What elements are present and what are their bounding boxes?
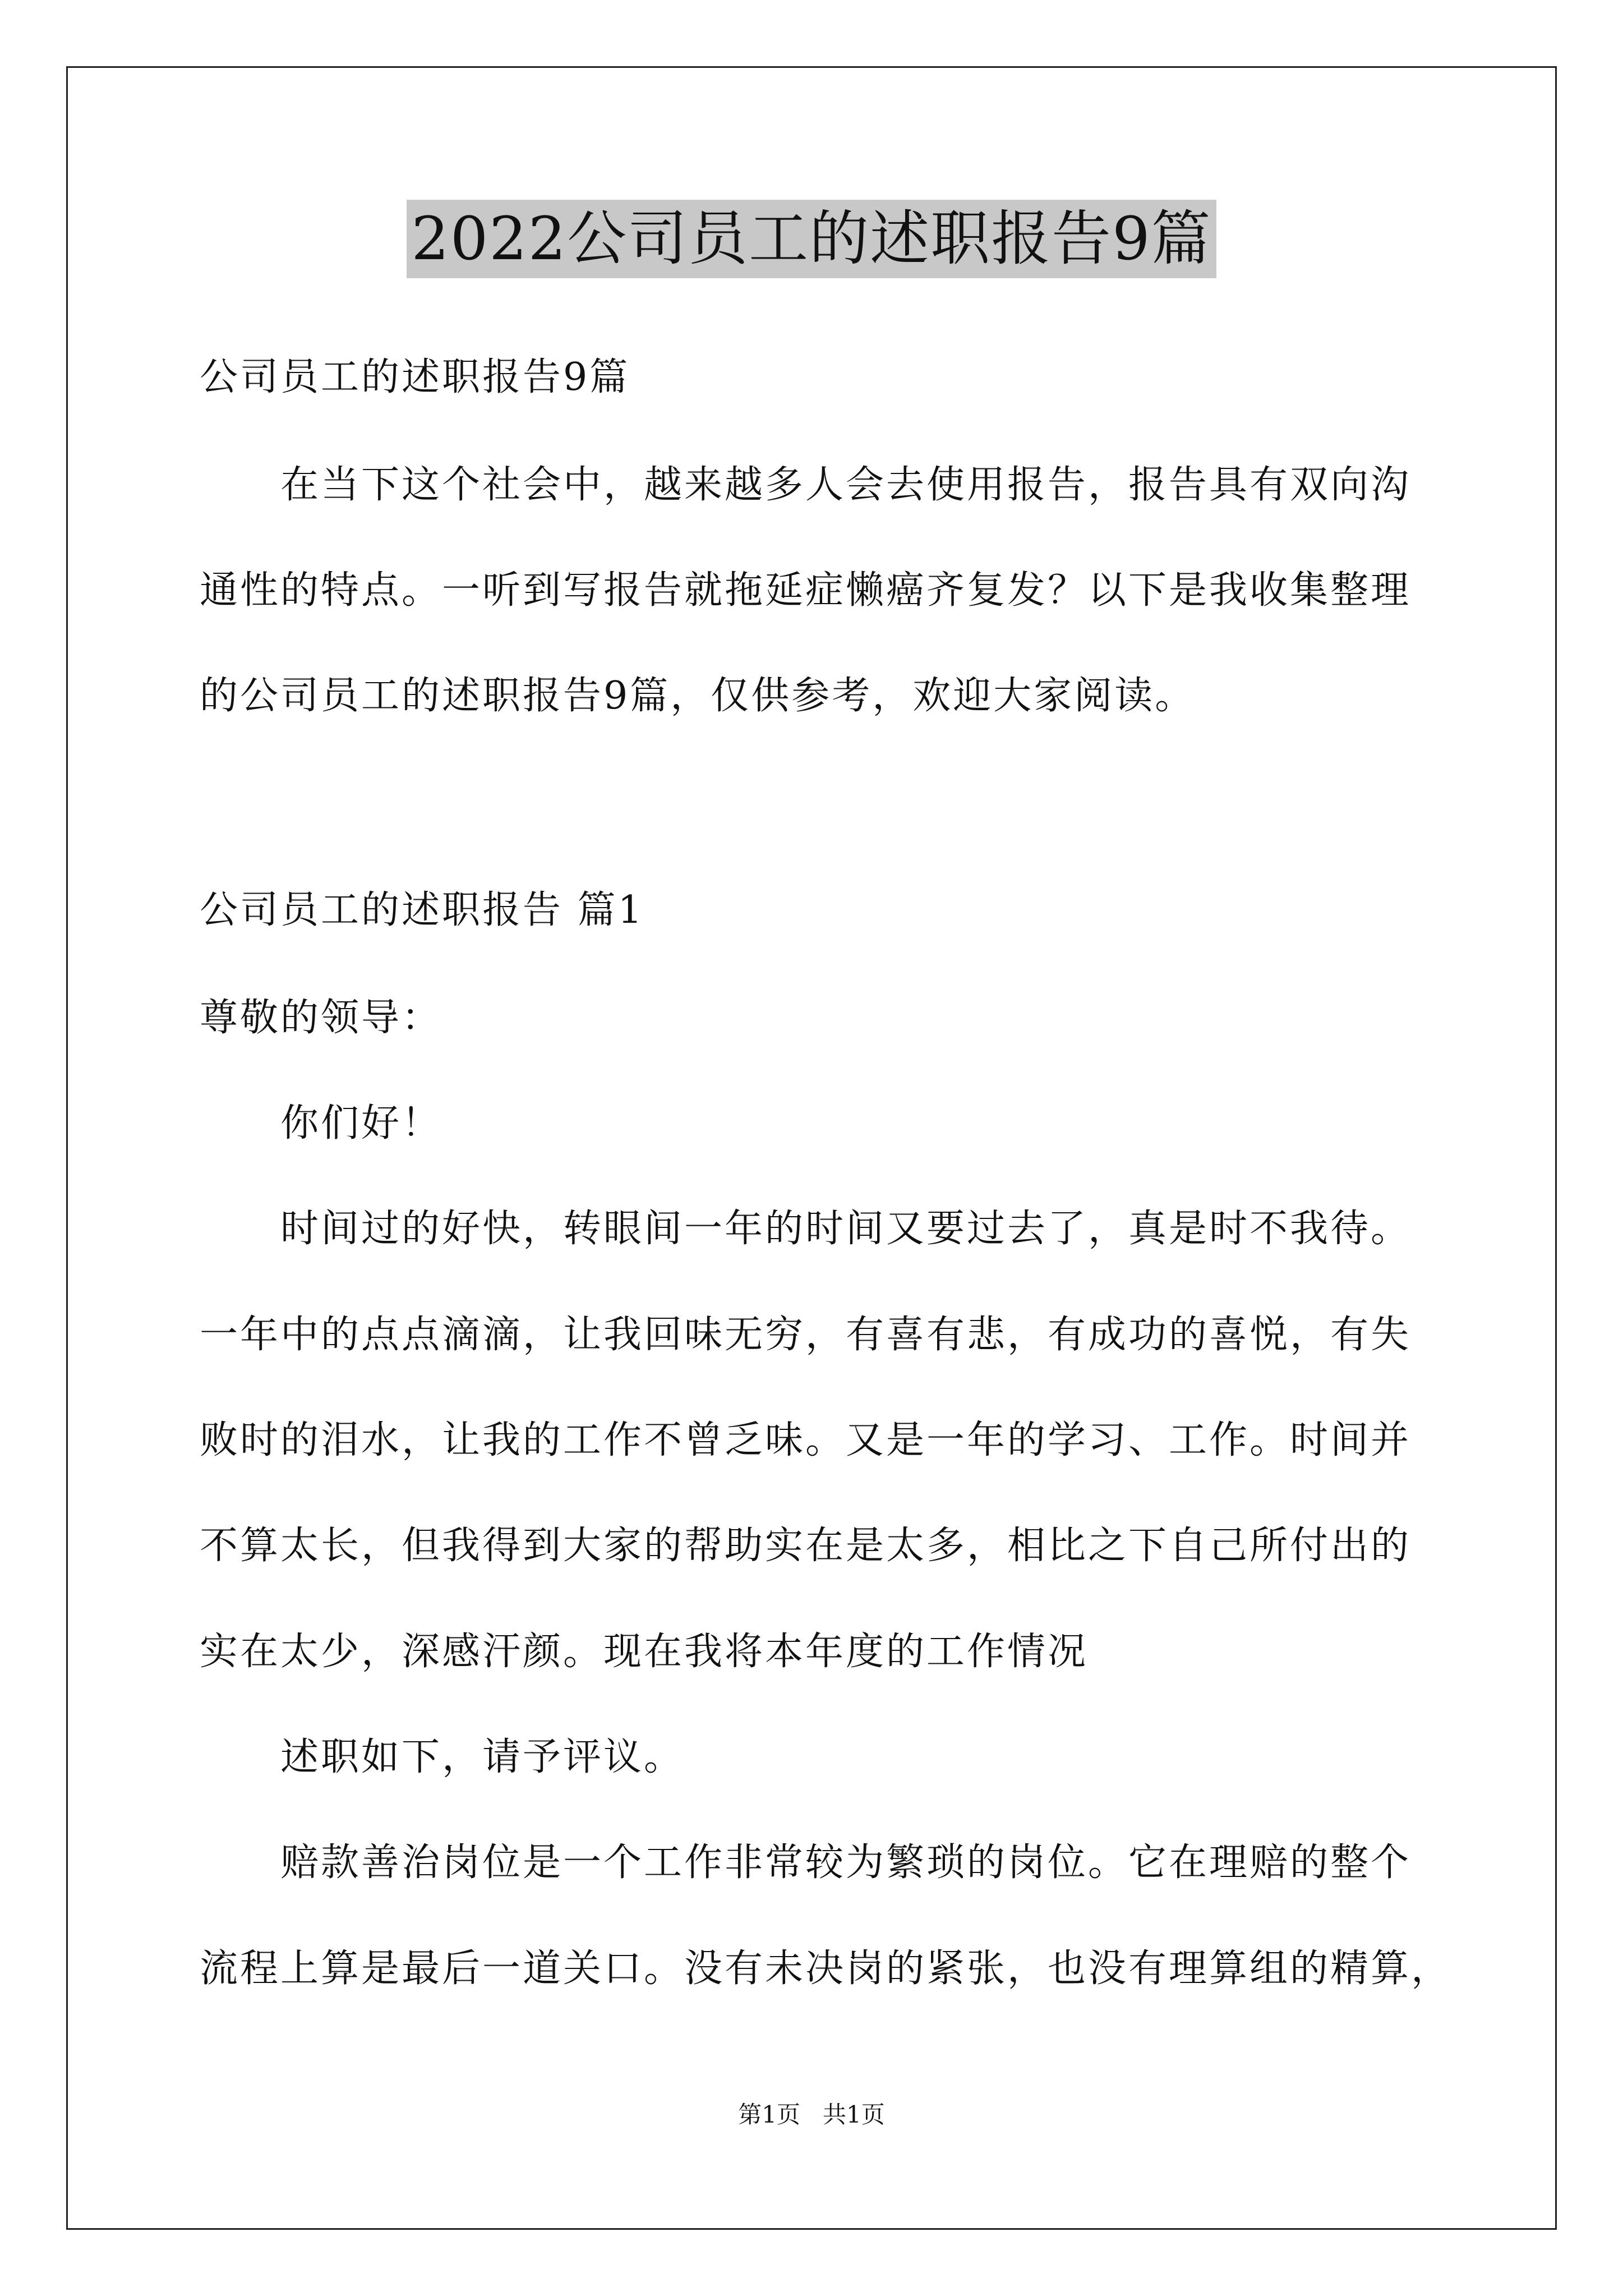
paragraph3-line-2: 流程上算是最后一道关口。没有未决岗的紧张，也没有理算组的精算， <box>200 1947 1452 1991</box>
title-container <box>0 200 1623 278</box>
document-title: 2022公司员工的述职报告9篇 <box>407 200 1216 278</box>
paragraph1-line-3: 败时的泪水，让我的工作不曾乏味。又是一年的学习、工作。时间并 <box>200 1418 1412 1462</box>
intro-line-1: 在当下这个社会中，越来越多人会去使用报告，报告具有双向沟 <box>280 463 1412 507</box>
document-subtitle: 公司员工的述职报告9篇 <box>200 355 630 399</box>
paragraph1-line-1: 时间过的好快，转眼间一年的时间又要过去了，真是时不我待。 <box>280 1207 1412 1251</box>
greeting: 你们好！ <box>280 1101 442 1145</box>
salutation: 尊敬的领导： <box>200 996 442 1040</box>
page-footer: 第1页 共1页 <box>738 2101 885 2128</box>
intro-line-3: 的公司员工的述职报告9篇，仅供参考，欢迎大家阅读。 <box>200 674 1196 718</box>
paragraph1-line-4: 不算太长，但我得到大家的帮助实在是太多，相比之下自己所付出的 <box>200 1524 1412 1568</box>
intro-line-2: 通性的特点。一听到写报告就拖延症懒癌齐复发？以下是我收集整理 <box>200 568 1412 613</box>
section-heading: 公司员工的述职报告 篇1 <box>200 888 644 932</box>
paragraph1-line-2: 一年中的点点滴滴，让我回味无穷，有喜有悲，有成功的喜悦，有失 <box>200 1313 1412 1357</box>
paragraph2-line-1: 述职如下，请予评议。 <box>280 1735 685 1779</box>
paragraph3-line-1: 赔款善治岗位是一个工作非常较为繁琐的岗位。它在理赔的整个 <box>280 1841 1412 1885</box>
paragraph1-line-5: 实在太少，深感汗颜。现在我将本年度的工作情况 <box>200 1630 1089 1674</box>
